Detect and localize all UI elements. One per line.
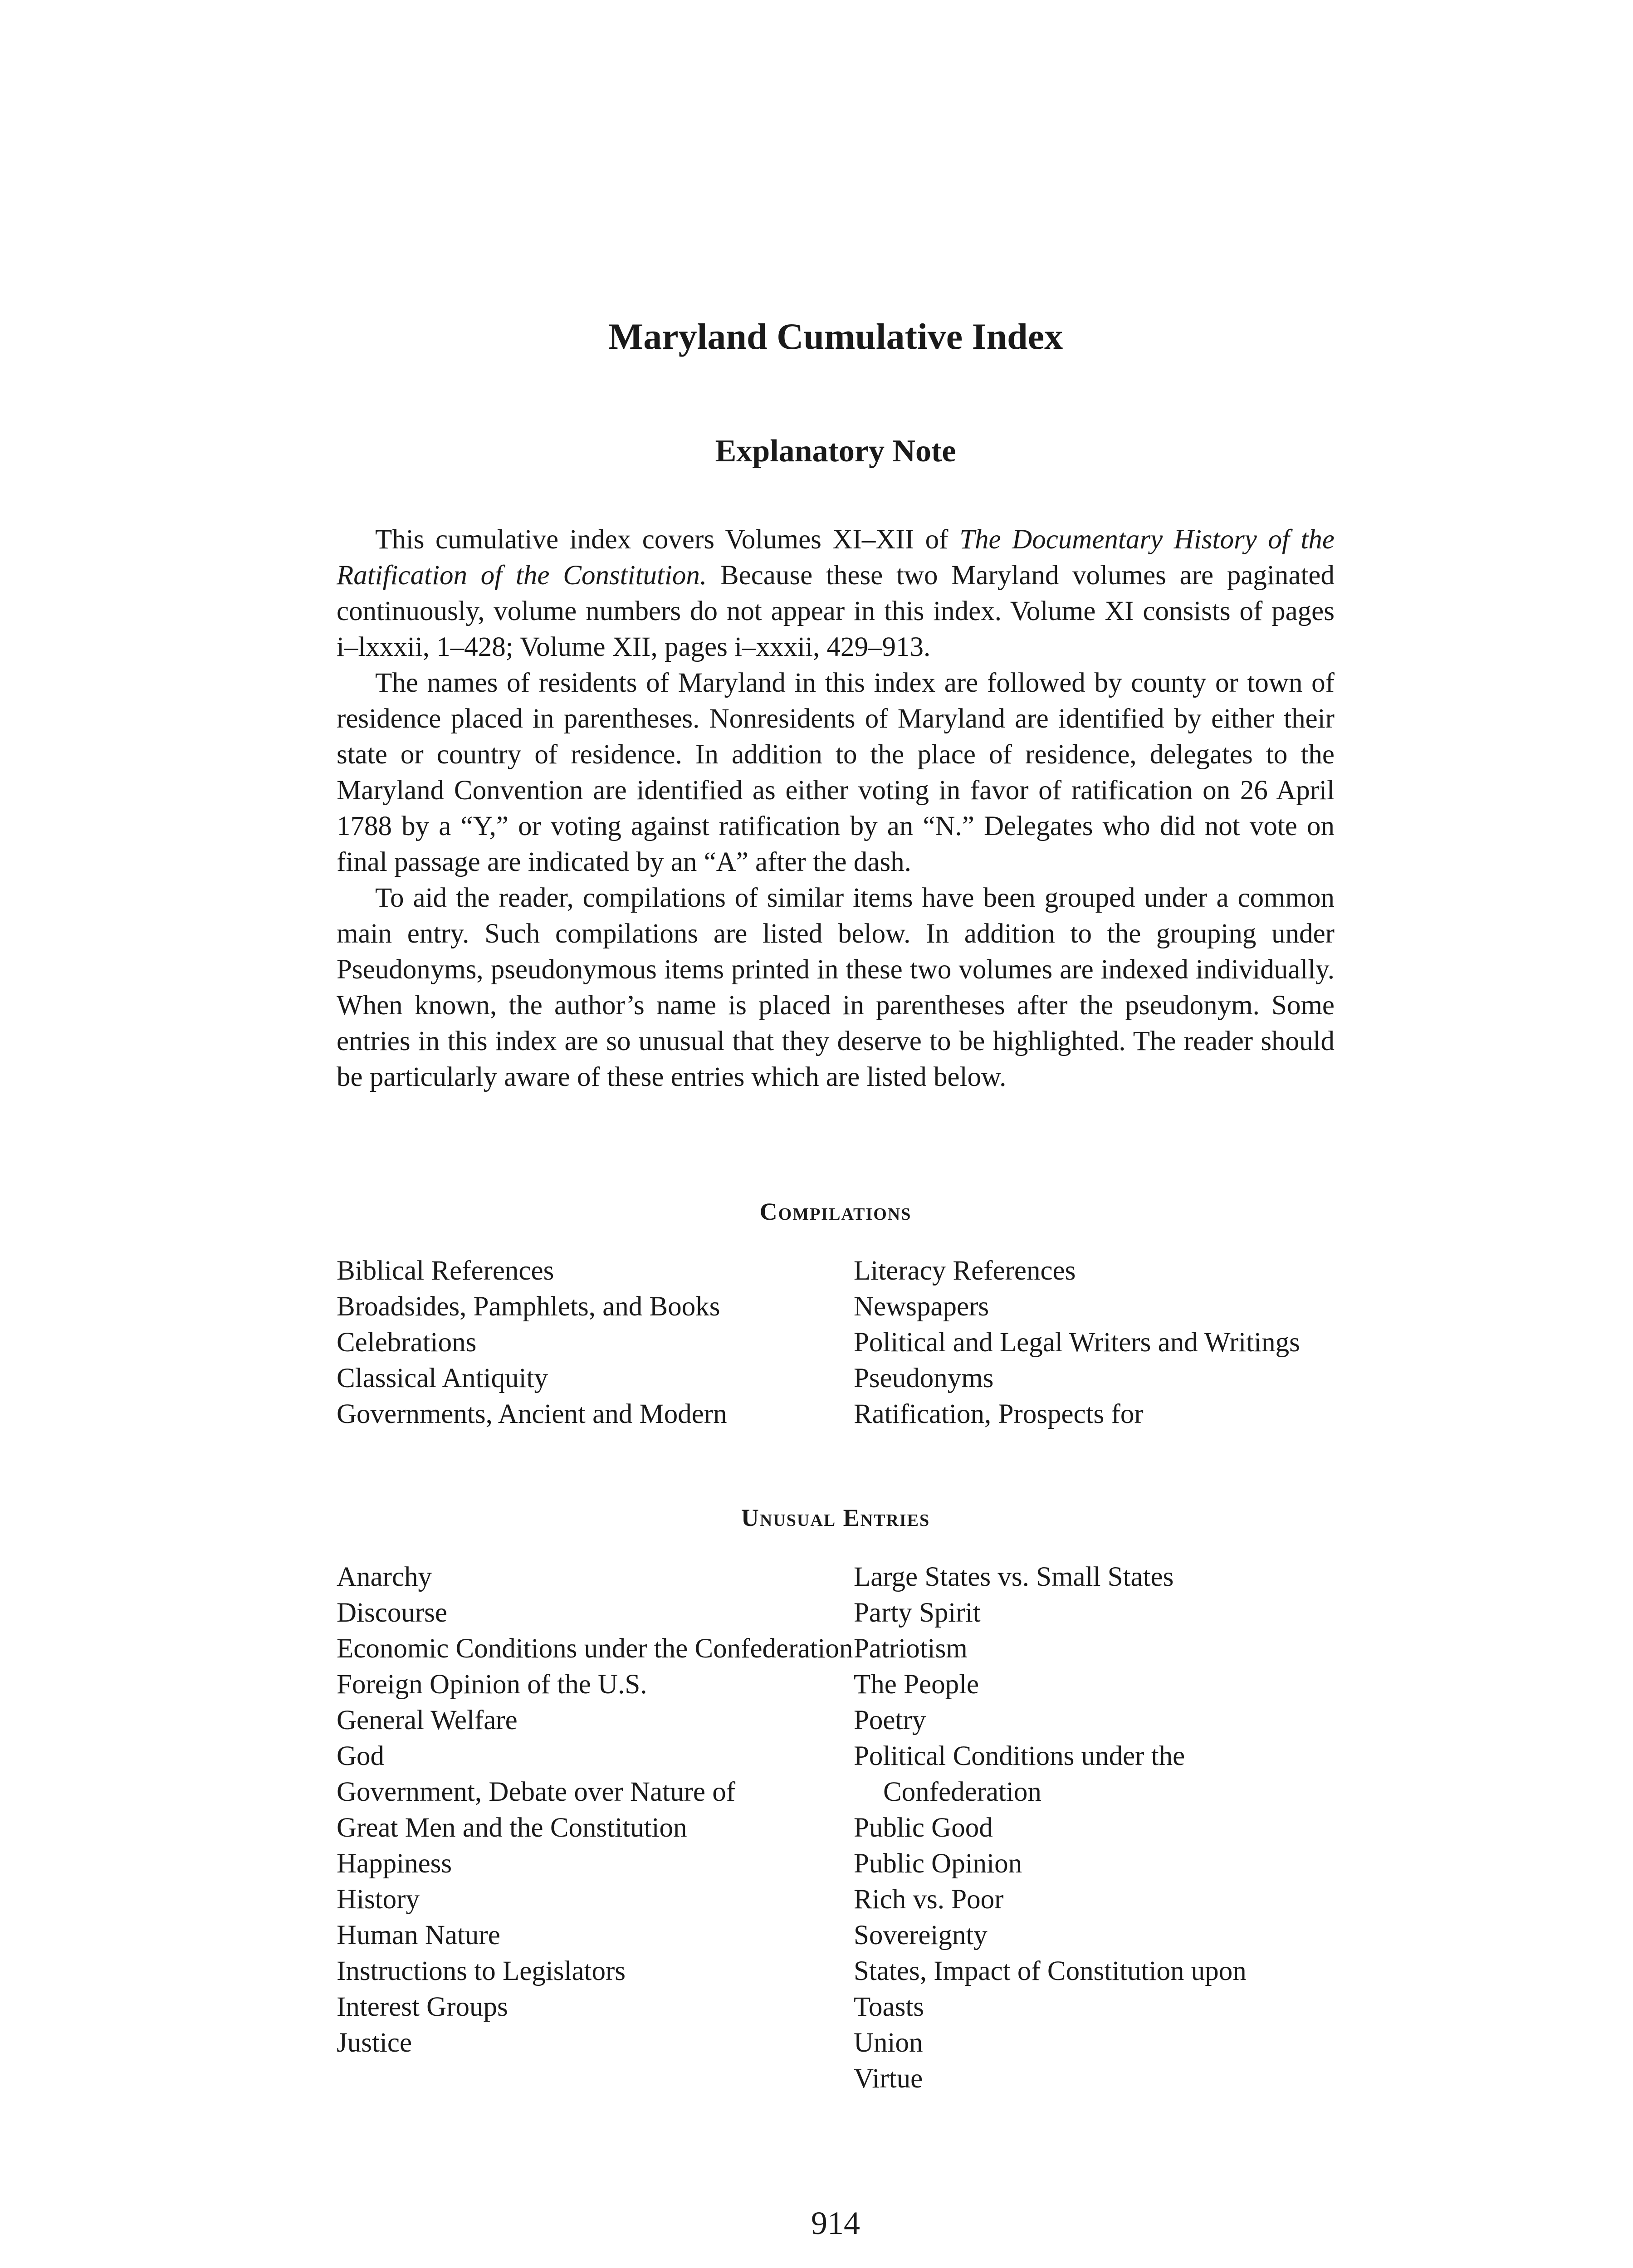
index-entry: Pseudonyms — [854, 1363, 994, 1393]
index-entry: Political and Legal Writers and Writings — [854, 1327, 1300, 1358]
page-number: 914 — [811, 2205, 860, 2241]
section-subtitle: Explanatory Note — [715, 434, 956, 469]
index-entry: States, Impact of Constitution upon — [854, 1956, 1247, 1986]
index-entry: Interest Groups — [337, 1992, 508, 2022]
index-entry: Biblical References — [337, 1256, 554, 1286]
book-title-italic: The Documentary History of the Ratification of the Constitution. — [337, 524, 1335, 591]
index-entry: Rich vs. Poor — [854, 1884, 1004, 1915]
unusual-entries-heading: Unusual Entries — [741, 1504, 930, 1531]
compilations-right-column — [854, 1253, 1335, 1432]
index-entry: Public Good — [854, 1813, 993, 1843]
index-entry: General Welfare — [337, 1705, 518, 1735]
index-entry: Literacy References — [854, 1256, 1076, 1286]
index-entry: God — [337, 1741, 385, 1771]
index-entry: Government, Debate over Nature of — [337, 1777, 736, 1807]
index-entry: Toasts — [854, 1992, 924, 2022]
paragraph-1-start: This cumulative index covers Volumes XI–XII of — [375, 524, 960, 555]
index-entry: Union — [854, 2028, 923, 2058]
index-entry: The People — [854, 1669, 979, 1700]
explanatory-note-body — [337, 522, 1335, 1095]
index-entry: Discourse — [337, 1598, 447, 1628]
index-entry: Party Spirit — [854, 1598, 981, 1628]
compilations-list — [337, 1253, 1335, 1432]
index-entry: Poetry — [854, 1705, 926, 1735]
index-entry: Public Opinion — [854, 1848, 1022, 1879]
page-title: Maryland Cumulative Index — [608, 316, 1063, 357]
unusual-left-column — [337, 1559, 854, 2097]
index-entry: Celebrations — [337, 1327, 477, 1358]
index-entry: Great Men and the Constitution — [337, 1813, 687, 1843]
index-entry: Happiness — [337, 1848, 452, 1879]
index-entry: Anarchy — [337, 1562, 432, 1592]
index-entry: Justice — [337, 2028, 412, 2058]
index-entry: Sovereignty — [854, 1920, 988, 1950]
index-entry: Broadsides, Pamphlets, and Books — [337, 1291, 720, 1322]
index-entry: History — [337, 1884, 420, 1915]
index-entry: Patriotism — [854, 1633, 968, 1664]
index-entry: Political Conditions under the Confederation — [854, 1741, 1185, 1807]
index-entry: Ratification, Prospects for — [854, 1399, 1144, 1429]
index-entry: Large States vs. Small States — [854, 1562, 1174, 1592]
paragraph-3: To aid the reader, compilations of similar items have been grouped under a common main entry. Such compilations are listed below. In addition to the grouping under Pseudonyms, pseudonymous items printed in these two volumes are indexed individually. When known, the author’s name is placed in parentheses after the pseudonym. Some entries in this index are so unusual that they deserve to be highlighted. The reader should be particularly aware of these entries which are listed below. — [337, 883, 1335, 1092]
paragraph-1-end: Because these two Maryland volumes are paginated continuously, volume numbers do not appear in this index. Volume XI consists of pages i–lxxxii, 1–428; Volume XII, pages i–xxxii, 429–913. — [337, 560, 1335, 662]
index-entry: Instructions to Legislators — [337, 1956, 626, 1986]
paragraph-1 — [337, 522, 1335, 665]
index-entry: Classical Antiquity — [337, 1363, 548, 1393]
index-entry: Economic Conditions under the Confederation — [337, 1633, 853, 1664]
index-entry: Human Nature — [337, 1920, 500, 1950]
index-entry: Governments, Ancient and Modern — [337, 1399, 727, 1429]
unusual-right-column — [854, 1559, 1335, 2097]
index-entry: Newspapers — [854, 1291, 989, 1322]
index-entry: Foreign Opinion of the U.S. — [337, 1669, 647, 1700]
unusual-entries-list — [337, 1559, 1335, 2097]
index-entry: Virtue — [854, 2063, 923, 2094]
compilations-heading: Compilations — [759, 1198, 912, 1225]
paragraph-2: The names of residents of Maryland in this index are followed by county or town of residence placed in parentheses. Nonresidents of Maryland are identified by either their state or country of residence. In addition to the place of residence, delegates to the Maryland Convention are identified as either voting in favor of ratification on 26 April 1788 by a “Y,” or voting against ratification by an “N.” Delegates who did not vote on final passage are indicated by an “A” after the dash. — [337, 668, 1335, 877]
compilations-left-column — [337, 1253, 854, 1432]
